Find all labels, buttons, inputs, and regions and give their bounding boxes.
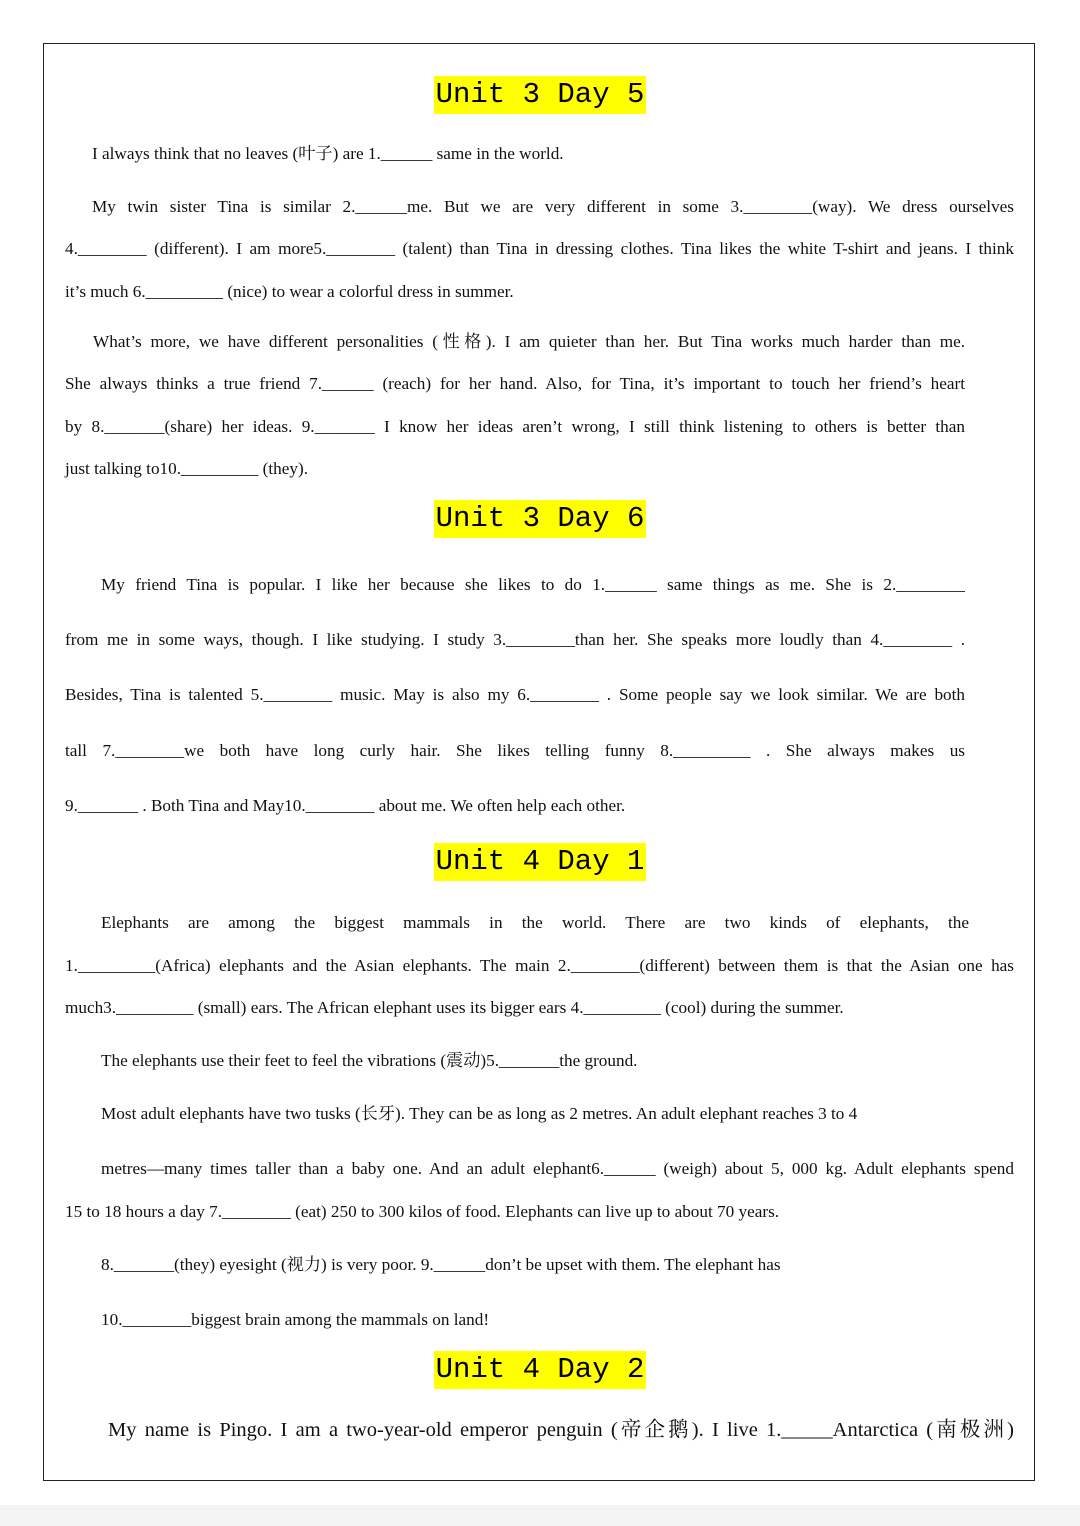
text-line: My twin sister Tina is similar 2.______me. But we are very different in some 3.________(way). We dress ourselves xyxy=(92,197,1014,216)
section-heading-wrap xyxy=(0,1351,1080,1389)
section-heading-wrap xyxy=(0,843,1080,881)
text-line: metres—many times taller than a baby one. And an adult elephant6.______ (weigh) about 5, 000 kg. Adult elephants spend xyxy=(101,1159,1014,1178)
text-line: 10.________biggest brain among the mammals on land! xyxy=(101,1310,490,1329)
text-line: 15 to 18 hours a day 7.________ (eat) 250 to 300 kilos of food. Elephants can live up to about 70 years. xyxy=(65,1202,780,1221)
text-line: I always think that no leaves (叶子) are 1.______ same in the world. xyxy=(92,144,564,163)
text-line: 9._______ . Both Tina and May10.________ about me. We often help each other. xyxy=(65,796,626,815)
text-line: tall 7.________we both have long curly hair. She likes telling funny 8._________ . She always makes us xyxy=(65,741,965,760)
text-line: 4.________ (different). I am more5.________ (talent) than Tina in dressing clothes. Tina likes the white T-shirt and jeans. I think xyxy=(65,239,1014,258)
text-line: by 8._______(share) her ideas. 9._______ I know her ideas aren’t wrong, I still think listening to others is better than xyxy=(65,417,965,436)
text-line: The elephants use their feet to feel the vibrations (震动)5._______the ground. xyxy=(101,1051,638,1070)
text-line: She always thinks a true friend 7.______ (reach) for her hand. Also, for Tina, it’s important to touch her friend’s heart xyxy=(65,374,965,393)
text-line: My name is Pingo. I am a two-year-old emperor penguin (帝企鹅). I live 1._____Antarctica (南极洲) xyxy=(108,1419,1014,1441)
text-line: Elephants are among the biggest mammals in the world. There are two kinds of elephants, the xyxy=(101,913,969,932)
text-line: it’s much 6._________ (nice) to wear a colorful dress in summer. xyxy=(65,282,514,301)
text-line: 8._______(they) eyesight (视力) is very poor. 9.______don’t be upset with them. The elephant has xyxy=(101,1255,781,1274)
text-line: 1._________(Africa) elephants and the Asian elephants. The main 2.________(different) between them is that the Asian one has xyxy=(65,956,1014,975)
text-line: just talking to10._________ (they). xyxy=(65,459,308,478)
section-heading: Unit 3 Day 6 xyxy=(434,500,647,538)
section-heading: Unit 3 Day 5 xyxy=(434,76,647,114)
section-heading-wrap xyxy=(0,500,1080,538)
text-line: My friend Tina is popular. I like her because she likes to do 1.______ same things as me. She is 2.________ xyxy=(101,575,965,594)
text-line: Besides, Tina is talented 5.________ music. May is also my 6.________ . Some people say we look similar. We are both xyxy=(65,685,965,704)
page-bottom-edge xyxy=(0,1505,1080,1526)
section-heading-wrap xyxy=(0,76,1080,114)
text-line: Most adult elephants have two tusks (长牙). They can be as long as 2 metres. An adult elephant reaches 3 to 4 xyxy=(101,1104,858,1123)
text-line: from me in some ways, though. I like studying. I study 3.________than her. She speaks more loudly than 4.________ . xyxy=(65,630,965,649)
text-line: much3._________ (small) ears. The African elephant uses its bigger ears 4._________ (cool) during the summer. xyxy=(65,998,844,1017)
text-line: What’s more, we have different personalities (性格). I am quieter than her. But Tina works much harder than me. xyxy=(93,332,965,351)
section-heading: Unit 4 Day 1 xyxy=(434,843,647,881)
section-heading: Unit 4 Day 2 xyxy=(434,1351,647,1389)
